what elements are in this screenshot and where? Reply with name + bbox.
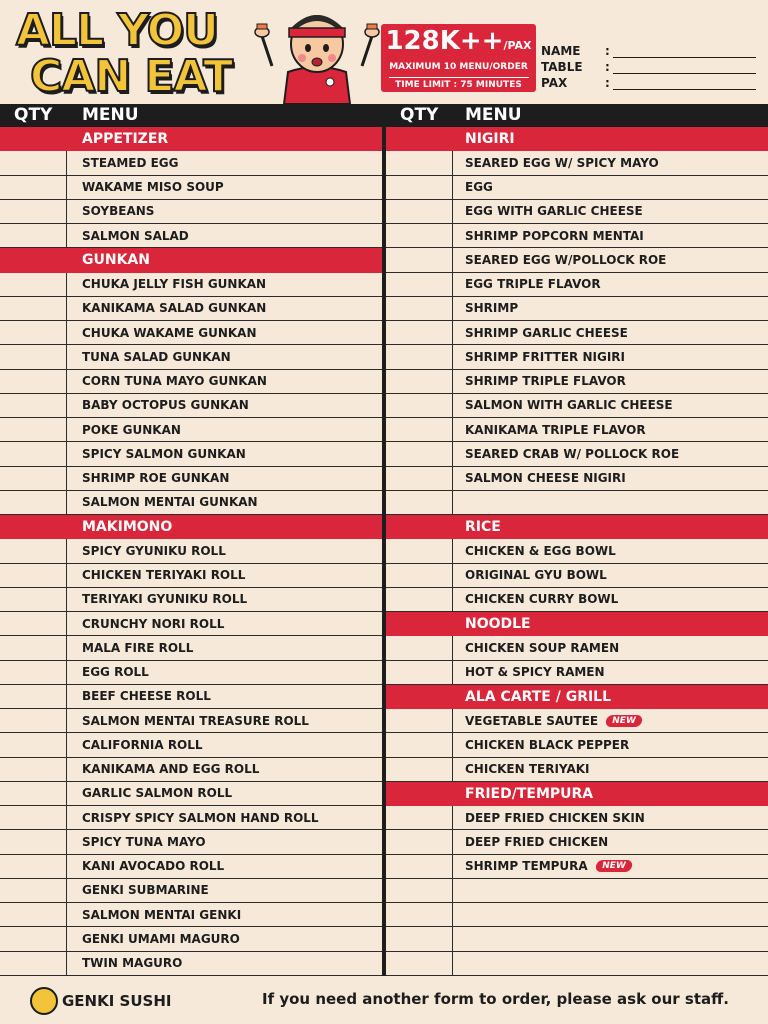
menu-row[interactable] <box>0 952 382 976</box>
menu-item-name: KANIKAMA TRIPLE FLAVOR <box>465 422 646 437</box>
menu-row[interactable] <box>0 830 382 854</box>
menu-item-name: CRISPY SPICY SALMON HAND ROLL <box>82 810 319 825</box>
pax-colon: : <box>605 76 610 90</box>
category-label: ALA CARTE / GRILL <box>465 688 612 705</box>
menu-row[interactable] <box>386 370 768 394</box>
category-label: GUNKAN <box>82 252 150 269</box>
menu-item-name: KANI AVOCADO ROLL <box>82 859 225 874</box>
price-value: 128K++ <box>385 26 504 56</box>
menu-item-name: EGG TRIPLE FLAVOR <box>465 277 601 292</box>
menu-item-name: SALMON WITH GARLIC CHEESE <box>465 398 673 413</box>
menu-row[interactable] <box>0 733 382 757</box>
order-info-fields <box>541 42 756 90</box>
menu-row[interactable] <box>0 273 382 297</box>
genki-face-icon <box>30 987 58 1015</box>
menu-item-name: SOYBEANS <box>82 204 155 219</box>
menu-item-name: ORIGINAL GYU BOWL <box>465 568 607 583</box>
menu-row[interactable] <box>0 394 382 418</box>
category-header <box>386 782 768 806</box>
menu-item-name: SHRIMP ROE GUNKAN <box>82 471 230 486</box>
menu-item-name: CHUKA WAKAME GUNKAN <box>82 325 257 340</box>
category-label: APPETIZER <box>82 131 169 148</box>
menu-item-name: GENKI UMAMI MAGURO <box>82 931 240 946</box>
category-label: NOODLE <box>465 616 531 633</box>
menu-row[interactable] <box>0 418 382 442</box>
menu-row[interactable] <box>0 758 382 782</box>
category-header <box>0 127 382 151</box>
menu-row[interactable] <box>0 564 382 588</box>
menu-item-name: SHRIMP TEMPURA <box>465 859 588 874</box>
menu-row[interactable] <box>386 758 768 782</box>
menu-row[interactable] <box>386 903 768 927</box>
menu-row[interactable] <box>386 200 768 224</box>
menu-row[interactable] <box>386 952 768 976</box>
page-title <box>16 5 233 102</box>
genki-sushi-logo <box>30 987 171 1015</box>
menu-item-name: SPICY GYUNIKU ROLL <box>82 543 226 558</box>
category-header <box>386 685 768 709</box>
price-unit: /PAX <box>503 39 532 52</box>
menu-row[interactable] <box>0 442 382 466</box>
menu-item-name: POKE GUNKAN <box>82 422 181 437</box>
menu-row[interactable] <box>386 418 768 442</box>
menu-row[interactable] <box>386 539 768 563</box>
menu-row[interactable] <box>0 297 382 321</box>
menu-item-name: KANIKAMA SALAD GUNKAN <box>82 301 267 316</box>
menu-item-name: SHRIMP GARLIC CHEESE <box>465 325 628 340</box>
category-label: MAKIMONO <box>82 519 173 536</box>
title-line-2: CAN EAT <box>30 51 233 102</box>
menu-row[interactable] <box>386 151 768 175</box>
menu-item-name: SPICY SALMON GUNKAN <box>82 446 246 461</box>
column-divider <box>382 104 386 976</box>
menu-row[interactable] <box>386 830 768 854</box>
menu-row[interactable] <box>386 927 768 951</box>
menu-row[interactable] <box>386 394 768 418</box>
menu-item-name: CORN TUNA MAYO GUNKAN <box>82 374 267 389</box>
menu-row[interactable] <box>0 927 382 951</box>
menu-row[interactable] <box>0 321 382 345</box>
menu-row[interactable] <box>386 442 768 466</box>
name-field[interactable] <box>541 42 756 58</box>
menu-row[interactable] <box>386 321 768 345</box>
max-order-note: MAXIMUM 10 MENU/ORDER <box>389 62 528 72</box>
brand-name: GENKI SUSHI <box>62 992 172 1010</box>
menu-item-name: SALMON MENTAI GENKI <box>82 907 242 922</box>
menu-row[interactable] <box>386 248 768 272</box>
menu-item-name: TERIYAKI GYUNIKU ROLL <box>82 592 248 607</box>
menu-row[interactable] <box>0 151 382 175</box>
menu-item-name: EGG ROLL <box>82 665 149 680</box>
menu-row[interactable] <box>0 491 382 515</box>
price-box <box>381 24 536 92</box>
menu-row[interactable] <box>0 370 382 394</box>
qty-header-left: QTY <box>14 105 53 125</box>
menu-row[interactable] <box>0 636 382 660</box>
menu-item-name: DEEP FRIED CHICKEN SKIN <box>465 810 645 825</box>
menu-row[interactable] <box>0 467 382 491</box>
menu-row[interactable] <box>0 661 382 685</box>
menu-item-name: GENKI SUBMARINE <box>82 883 209 898</box>
menu-row[interactable] <box>0 200 382 224</box>
menu-item-name: SHRIMP POPCORN MENTAI <box>465 228 644 243</box>
menu-row[interactable] <box>0 539 382 563</box>
menu-item-name: CALIFORNIA ROLL <box>82 737 203 752</box>
menu-row[interactable] <box>386 345 768 369</box>
footer-note: If you need another form to order, please ask our staff. <box>262 990 729 1008</box>
menu-item-name: SEARED CRAB W/ POLLOCK ROE <box>465 446 680 461</box>
menu-item-name: KANIKAMA AND EGG ROLL <box>82 762 260 777</box>
pax-label: PAX <box>541 76 568 90</box>
menu-item-name: EGG <box>465 180 493 195</box>
menu-item-name: TWIN MAGURO <box>82 956 183 971</box>
menu-row[interactable] <box>0 782 382 806</box>
category-header <box>0 515 382 539</box>
name-line[interactable] <box>613 47 756 58</box>
menu-row[interactable] <box>386 709 768 733</box>
menu-row[interactable] <box>386 661 768 685</box>
menu-row[interactable] <box>0 345 382 369</box>
category-header <box>386 127 768 151</box>
menu-item-name: SALMON MENTAI GUNKAN <box>82 495 258 510</box>
menu-item-name: SHRIMP <box>465 301 519 316</box>
price-text <box>381 24 536 61</box>
menu-item-name: STEAMED EGG <box>82 155 179 170</box>
menu-row[interactable] <box>386 297 768 321</box>
title-line-1: ALL YOU <box>16 5 218 56</box>
menu-item-name: CHICKEN & EGG BOWL <box>465 543 616 558</box>
menu-item-name: GARLIC SALMON ROLL <box>82 786 233 801</box>
menu-row[interactable] <box>386 491 768 515</box>
table-label: TABLE <box>541 60 583 74</box>
menu-header-left: MENU <box>82 105 139 125</box>
menu-row[interactable] <box>386 855 768 879</box>
mascot-chef-illustration <box>254 6 380 104</box>
name-label: NAME <box>541 44 581 58</box>
table-field[interactable] <box>541 58 756 74</box>
pax-line[interactable] <box>613 79 756 90</box>
menu-item-name: SEARED EGG W/ SPICY MAYO <box>465 155 659 170</box>
menu-row[interactable] <box>386 224 768 248</box>
menu-row[interactable] <box>386 588 768 612</box>
menu-item-name: SALMON SALAD <box>82 228 189 243</box>
menu-row[interactable] <box>386 564 768 588</box>
menu-row[interactable] <box>0 806 382 830</box>
menu-row[interactable] <box>386 879 768 903</box>
menu-item-name: CHICKEN TERIYAKI <box>465 762 590 777</box>
time-limit-note: TIME LIMIT : 75 MINUTES <box>389 77 529 92</box>
menu-item-name: CHICKEN CURRY BOWL <box>465 592 619 607</box>
menu-row[interactable] <box>0 588 382 612</box>
menu-row[interactable] <box>386 806 768 830</box>
menu-item-name: SALMON MENTAI TREASURE ROLL <box>82 713 309 728</box>
menu-item-name: SALMON CHEESE NIGIRI <box>465 471 626 486</box>
new-badge: NEW <box>595 860 633 872</box>
menu-header-right: MENU <box>465 105 522 125</box>
table-line[interactable] <box>613 63 756 74</box>
menu-item-name: CHICKEN TERIYAKI ROLL <box>82 568 246 583</box>
category-label: NIGIRI <box>465 131 515 148</box>
menu-item-name: CHICKEN SOUP RAMEN <box>465 640 620 655</box>
name-colon: : <box>605 44 610 58</box>
category-header <box>0 248 382 272</box>
menu-item-name: WAKAME MISO SOUP <box>82 180 224 195</box>
menu-item-name: CRUNCHY NORI ROLL <box>82 616 225 631</box>
menu-item-name: BABY OCTOPUS GUNKAN <box>82 398 249 413</box>
menu-row[interactable] <box>0 709 382 733</box>
menu-row[interactable] <box>386 176 768 200</box>
menu-row[interactable] <box>0 224 382 248</box>
menu-item-name: DEEP FRIED CHICKEN <box>465 834 609 849</box>
category-header <box>386 612 768 636</box>
menu-row[interactable] <box>386 273 768 297</box>
menu-item-name: MALA FIRE ROLL <box>82 640 194 655</box>
menu-row[interactable] <box>0 612 382 636</box>
menu-item-name: SPICY TUNA MAYO <box>82 834 206 849</box>
table-colon: : <box>605 60 610 74</box>
menu-item-name: SHRIMP TRIPLE FLAVOR <box>465 374 626 389</box>
menu-row[interactable] <box>0 903 382 927</box>
menu-row[interactable] <box>0 176 382 200</box>
menu-item-name: SHRIMP FRITTER NIGIRI <box>465 349 625 364</box>
menu-item-name: CHICKEN BLACK PEPPER <box>465 737 630 752</box>
menu-item-name: HOT & SPICY RAMEN <box>465 665 605 680</box>
menu-item-name: TUNA SALAD GUNKAN <box>82 349 231 364</box>
menu-row[interactable] <box>386 733 768 757</box>
new-badge: NEW <box>605 715 643 727</box>
menu-item-name: BEEF CHEESE ROLL <box>82 689 211 704</box>
menu-row[interactable] <box>386 636 768 660</box>
menu-item-name: VEGETABLE SAUTEE <box>465 713 599 728</box>
menu-item-name: EGG WITH GARLIC CHEESE <box>465 204 643 219</box>
menu-row[interactable] <box>386 467 768 491</box>
category-label: RICE <box>465 519 501 536</box>
menu-item-name: SEARED EGG W/POLLOCK ROE <box>465 252 667 267</box>
pax-field[interactable] <box>541 74 756 90</box>
category-label: FRIED/TEMPURA <box>465 785 594 802</box>
menu-item-name: CHUKA JELLY FISH GUNKAN <box>82 277 267 292</box>
menu-row[interactable] <box>0 879 382 903</box>
qty-header-right: QTY <box>400 105 439 125</box>
category-header <box>386 515 768 539</box>
menu-row[interactable] <box>0 685 382 709</box>
menu-row[interactable] <box>0 855 382 879</box>
